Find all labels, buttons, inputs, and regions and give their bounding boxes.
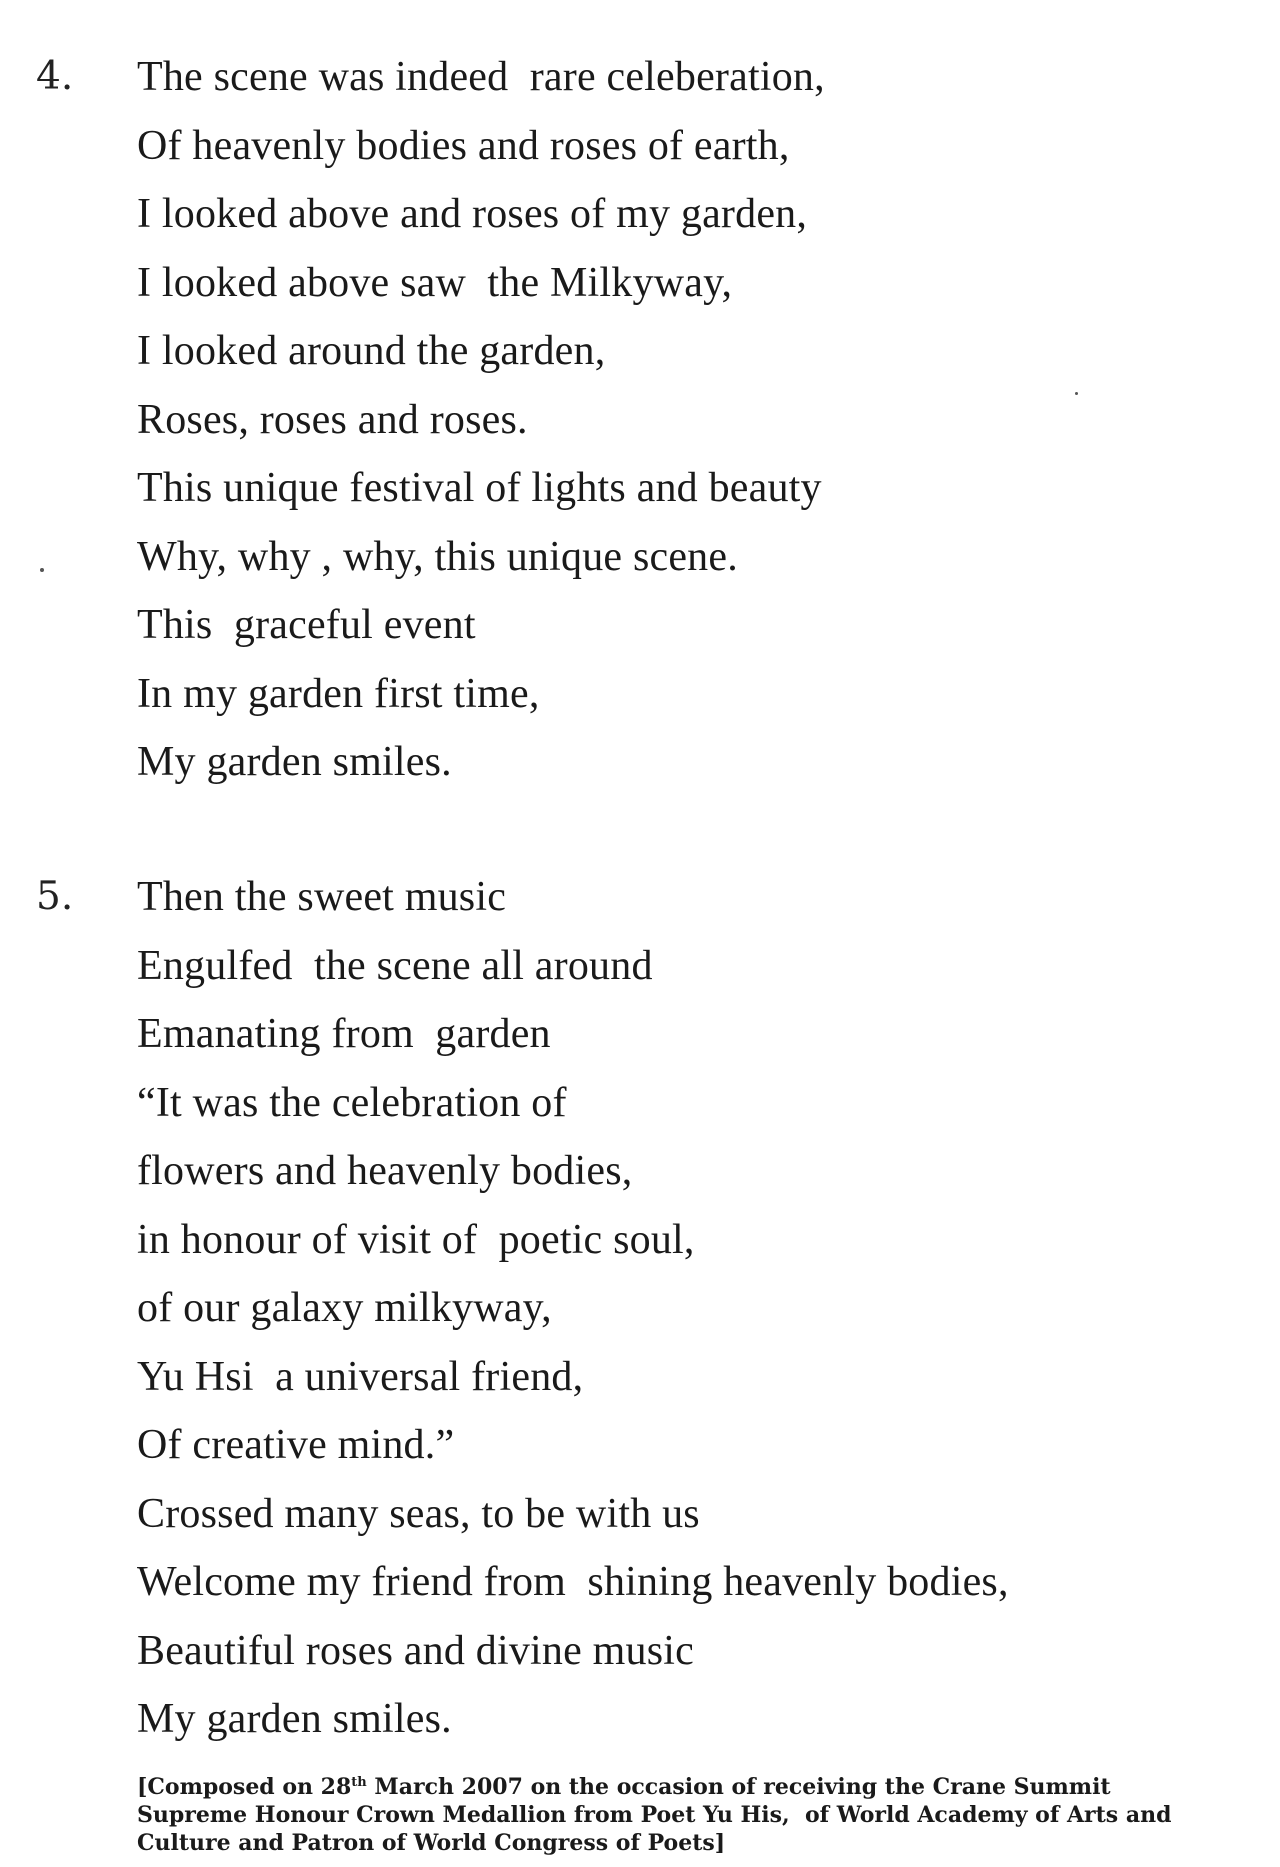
poem-line: flowers and heavenly bodies, <box>137 1148 633 1194</box>
poem-line: In my garden first time, <box>137 670 540 717</box>
poem-line: “It was the celebration of <box>137 1079 567 1126</box>
poem-line: Emanating from garden <box>137 1011 551 1057</box>
poem-line: Of heavenly bodies and roses of earth, <box>137 122 790 169</box>
poem-line: This unique festival of lights and beauty <box>137 465 822 511</box>
composition-note <box>137 1773 1252 1857</box>
poem-line: I looked around the garden, <box>137 328 606 374</box>
poem-line: in honour of visit of poetic soul, <box>137 1216 695 1263</box>
poem-line: This graceful event <box>137 602 476 648</box>
poem-line: Roses, roses and roses. <box>137 396 528 443</box>
composition-note-line-2: Supreme Honour Crown Medallion from Poet Yu His, of World Academy of Arts and <box>137 1802 1172 1828</box>
scan-speck <box>1075 392 1078 395</box>
poem-line: Then the sweet music <box>137 874 507 920</box>
poem-line: Why, why , why, this unique scene. <box>137 533 738 580</box>
poem-line: Engulfed the scene all around <box>137 942 653 989</box>
poem-line: My garden smiles. <box>137 739 452 785</box>
poem-line: The scene was indeed rare celeberation, <box>137 54 825 100</box>
stanza-number: 5. <box>36 874 74 919</box>
poem-line: I looked above saw the Milkyway, <box>137 259 733 306</box>
poem-line: Yu Hsi a universal friend, <box>137 1353 584 1400</box>
scan-speck <box>40 568 44 572</box>
poem-line: Of creative mind.” <box>137 1422 455 1468</box>
poem-line: of our galaxy milkyway, <box>137 1285 552 1331</box>
poem-line: I looked above and roses of my garden, <box>137 191 808 237</box>
poem-line: Crossed many seas, to be with us <box>137 1490 700 1537</box>
poem-line: Beautiful roses and divine music <box>137 1627 694 1674</box>
composition-note-line-1: [Composed on 28th March 2007 on the occasion of receiving the Crane Summit <box>137 1774 1111 1800</box>
stanza-number: 4. <box>36 54 74 99</box>
composition-note-line-3: Culture and Patron of World Congress of Poets] <box>137 1830 726 1856</box>
poem-line: My garden smiles. <box>137 1696 452 1742</box>
poem-line: Welcome my friend from shining heavenly bodies, <box>137 1559 1009 1605</box>
